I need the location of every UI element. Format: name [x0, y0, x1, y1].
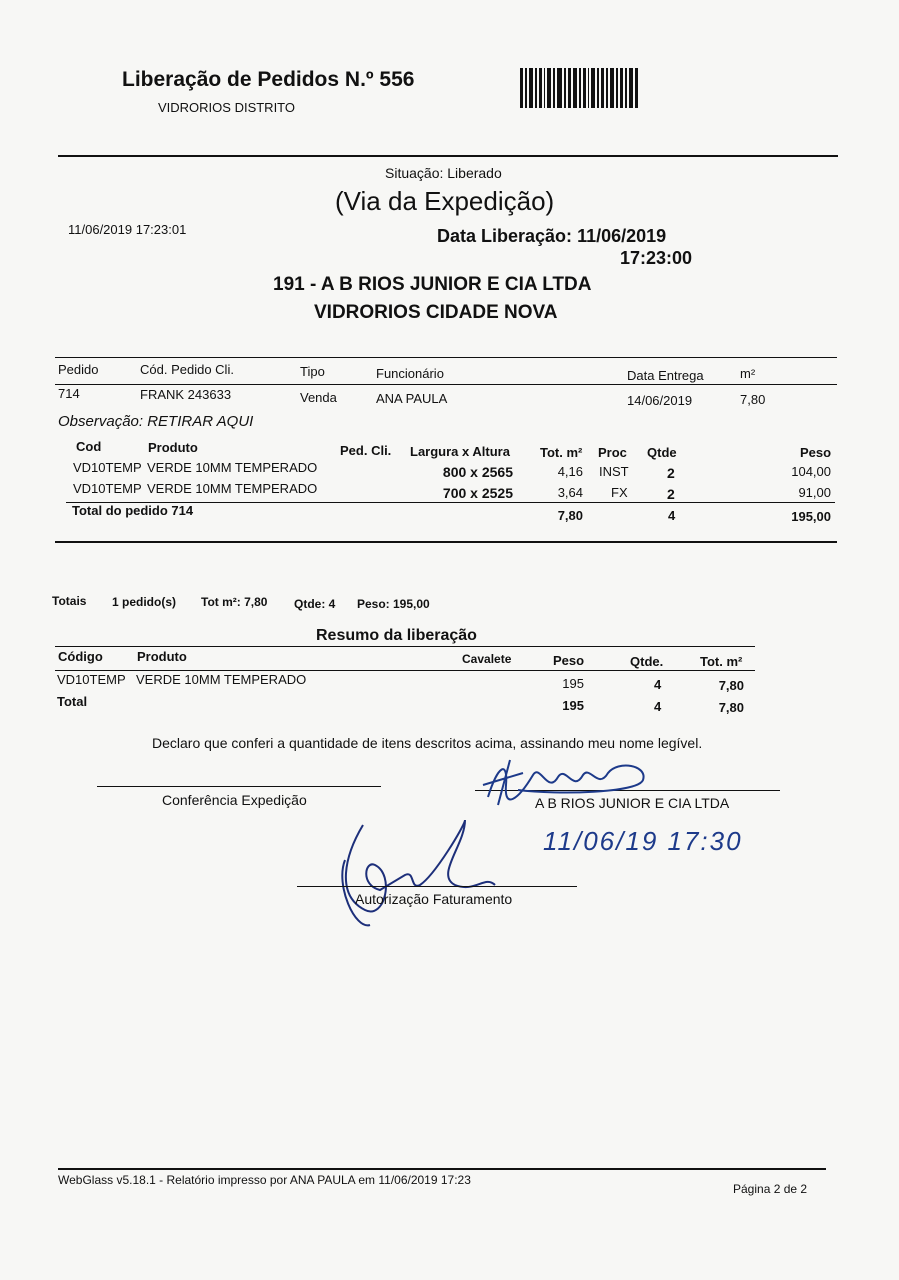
- item-tot-m2: 4,16: [557, 464, 583, 479]
- item-peso: 104,00: [791, 464, 831, 479]
- summary-col-codigo: Código: [58, 649, 103, 664]
- summary-total-qtde: 4: [654, 699, 662, 714]
- divider: [55, 670, 755, 671]
- barcode-icon: [520, 68, 640, 108]
- items-col-tot-m2: Tot. m²: [540, 445, 583, 460]
- items-col-qtde: Qtde: [647, 445, 677, 460]
- report-title: Liberação de Pedidos N.º 556: [122, 68, 415, 91]
- item-qtde: 2: [667, 486, 675, 502]
- items-col-cod: Cod: [76, 439, 102, 454]
- declaration-text: Declaro que conferi a quantidade de itens descritos acima, assinando meu nome legível.: [152, 735, 703, 751]
- item-produto: VERDE 10MM TEMPERADO: [147, 481, 318, 496]
- summary-col-qtde: Qtde.: [630, 654, 664, 669]
- col-tipo: Tipo: [300, 364, 325, 379]
- summary-tot-m2: 7,80: [718, 678, 744, 693]
- order-data-entrega: 14/06/2019: [627, 393, 693, 408]
- item-medida: 800 x 2565: [442, 464, 513, 480]
- client-signature-label: A B RIOS JUNIOR E CIA LTDA: [535, 795, 730, 811]
- divider: [55, 384, 837, 385]
- totals-label: Totais: [52, 594, 87, 608]
- summary-total-m2: 7,80: [718, 700, 744, 715]
- via-title: (Via da Expedição): [335, 186, 555, 216]
- order-tipo: Venda: [300, 390, 337, 405]
- authorization-signature-icon: [325, 815, 515, 935]
- divider: [58, 155, 838, 157]
- summary-produto: VERDE 10MM TEMPERADO: [136, 672, 307, 687]
- client-name: 191 - A B RIOS JUNIOR E CIA LTDA: [273, 274, 592, 295]
- col-cod-cli: Cód. Pedido Cli.: [140, 362, 234, 377]
- item-cod: VD10TEMP: [73, 481, 142, 496]
- release-date: [437, 226, 666, 247]
- summary-title: Resumo da liberação: [316, 627, 477, 644]
- signature-line: [297, 886, 577, 887]
- item-proc: INST: [599, 464, 629, 479]
- items-col-produto: Produto: [148, 440, 198, 455]
- col-funcionario: Funcionário: [376, 366, 444, 381]
- summary-peso: 195: [562, 676, 584, 691]
- summary-col-tot-m2: Tot. m²: [700, 654, 743, 669]
- order-total-peso: 195,00: [791, 509, 831, 524]
- item-produto: VERDE 10MM TEMPERADO: [147, 460, 318, 475]
- totals-m2: Tot m²: 7,80: [201, 595, 268, 609]
- summary-col-produto: Produto: [137, 649, 187, 664]
- items-col-ped-cli: Ped. Cli.: [340, 443, 392, 458]
- order-m2: 7,80: [740, 392, 766, 407]
- release-time: 17:23:00: [620, 248, 693, 268]
- item-proc: FX: [611, 485, 628, 500]
- item-peso: 91,00: [798, 485, 831, 500]
- authorization-label: Autorização Faturamento: [355, 891, 513, 907]
- order-total-m2: 7,80: [557, 508, 583, 523]
- summary-total-peso: 195: [562, 698, 584, 713]
- order-observation: Observação: RETIRAR AQUI: [58, 413, 254, 430]
- divider: [55, 357, 837, 358]
- col-m2: m²: [740, 366, 756, 381]
- item-qtde: 2: [667, 465, 675, 481]
- item-tot-m2: 3,64: [557, 485, 583, 500]
- printed-timestamp: 11/06/2019 17:23:01: [68, 222, 187, 237]
- items-col-medida: Largura x Altura: [410, 444, 510, 459]
- col-pedido: Pedido: [58, 362, 99, 377]
- client-store: VIDRORIOS CIDADE NOVA: [314, 302, 558, 323]
- divider: [58, 1168, 826, 1170]
- summary-qtde: 4: [654, 677, 662, 692]
- order-funcionario: ANA PAULA: [376, 391, 448, 406]
- signature-line: [97, 786, 381, 787]
- release-date-value: 11/06/2019: [577, 226, 667, 246]
- handwritten-date: 11/06/19 17:30: [543, 826, 743, 856]
- summary-codigo: VD10TEMP: [57, 672, 126, 687]
- client-signature-icon: [478, 755, 658, 810]
- company-name: VIDRORIOS DISTRITO: [158, 100, 295, 115]
- footer-page: Página 2 de 2: [733, 1182, 808, 1196]
- order-total-label: Total do pedido 714: [72, 503, 194, 518]
- divider: [55, 646, 755, 647]
- item-medida: 700 x 2525: [442, 485, 513, 501]
- order-total-qtde: 4: [668, 508, 676, 523]
- totals-qtde: Qtde: 4: [294, 597, 336, 611]
- totals-pedidos: 1 pedido(s): [112, 595, 177, 609]
- summary-col-peso: Peso: [553, 653, 585, 668]
- totals-peso: Peso: 195,00: [357, 597, 430, 611]
- summary-col-cavalete: Cavalete: [462, 652, 512, 666]
- divider: [55, 541, 837, 543]
- status-text: Situação: Liberado: [385, 165, 502, 181]
- footer-printed-by: WebGlass v5.18.1 - Relatório impresso por ANA PAULA em 11/06/2019 17:23: [58, 1173, 471, 1187]
- col-data-entrega: Data Entrega: [627, 368, 704, 383]
- order-pedido: 714: [58, 386, 80, 401]
- item-cod: VD10TEMP: [73, 460, 142, 475]
- items-col-proc: Proc: [598, 445, 627, 460]
- items-col-peso: Peso: [800, 445, 832, 460]
- order-cod-cli: FRANK 243633: [140, 387, 232, 402]
- conferencia-label: Conferência Expedição: [162, 792, 307, 808]
- summary-total-label: Total: [57, 694, 88, 709]
- release-label: Data Liberação:: [437, 226, 573, 246]
